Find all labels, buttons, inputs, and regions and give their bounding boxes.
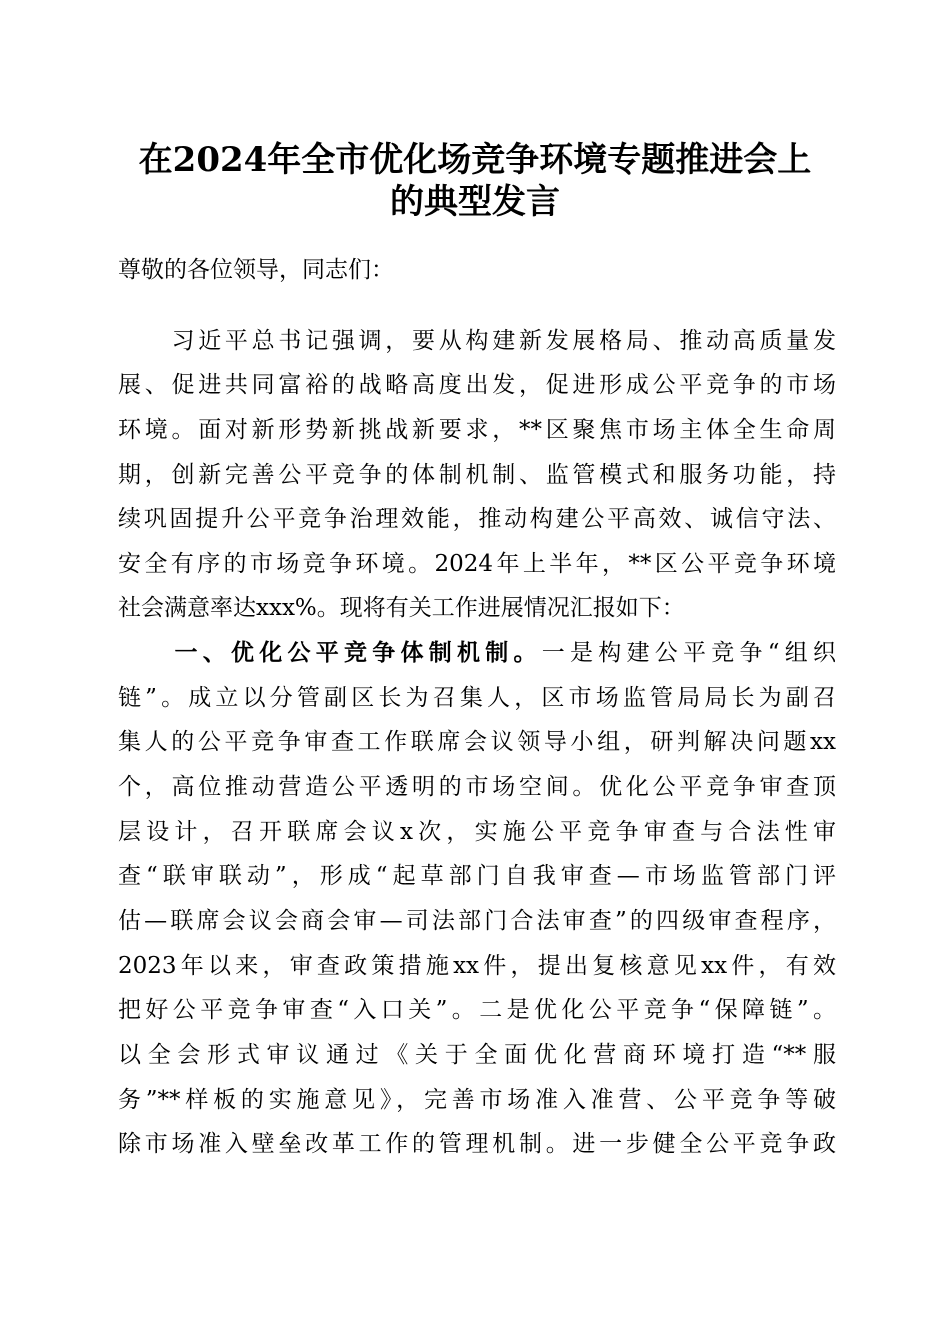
salutation: 尊敬的各位领导，同志们： [118,257,394,283]
section-1-first-line-text: 一是构建公平竞争“组织 [541,640,837,666]
paragraph-1-line: 习近平总书记强调，要从构建新发展格局、推动高质量发 [118,328,836,354]
section-1-line: 2023年以来，审查政策措施xx件，提出复核意见xx件，有效 [118,953,836,979]
section-1-line: 链”。成立以分管副区长为召集人，区市场监管局局长为副召 [118,685,836,711]
section-1-line: 层设计，召开联席会议x次，实施公平竞争审查与合法性审 [118,819,836,845]
section-1-line: 集人的公平竞争审查工作联席会议领导小组，研判解决问题xx [118,729,836,755]
paragraph-1-line: 展、促进共同富裕的战略高度出发，促进形成公平竞争的市场 [118,372,836,398]
section-1-first-line [118,638,836,668]
section-1-line: 把好公平竞争审查“入口关”。二是优化公平竞争“保障链”。 [118,997,836,1023]
section-1-line: 务”**样板的实施意见》，完善市场准入准营、公平竞争等破 [118,1087,836,1113]
document-title-line-1: 在2024年全市优化场竞争环境专题推进会上 [138,140,812,180]
section-1-line: 个，高位推动营造公平透明的市场空间。优化公平竞争审查顶 [118,774,836,800]
paragraph-1-line: 安全有序的市场竞争环境。2024年上半年，**区公平竞争环境 [118,551,836,577]
paragraph-1-line: 期，创新完善公平竞争的体制机制、监管模式和服务功能，持 [118,462,836,488]
section-1-line: 除市场准入壁垒改革工作的管理机制。进一步健全公平竞争政 [118,1131,836,1157]
document-title-line-2: 的典型发言 [390,182,560,222]
paragraph-1-line: 续巩固提升公平竞争治理效能，推动构建公平高效、诚信守法、 [118,506,836,532]
paragraph-1-line: 社会满意率达xxx%。现将有关工作进展情况汇报如下： [118,595,685,621]
paragraph-1-line: 环境。面对新形势新挑战新要求，**区聚焦市场主体全生命周 [118,417,836,443]
section-1-heading: 一、优化公平竞争体制机制。 [118,639,542,666]
section-1-line: 查“联审联动”，形成“起草部门自我审查—市场监管部门评 [118,863,836,889]
section-1-line: 以全会形式审议通过《关于全面优化营商环境打造“**服 [118,1042,836,1068]
section-1-line: 估—联席会议会商会审—司法部门合法审查”的四级审查程序， [118,908,836,934]
